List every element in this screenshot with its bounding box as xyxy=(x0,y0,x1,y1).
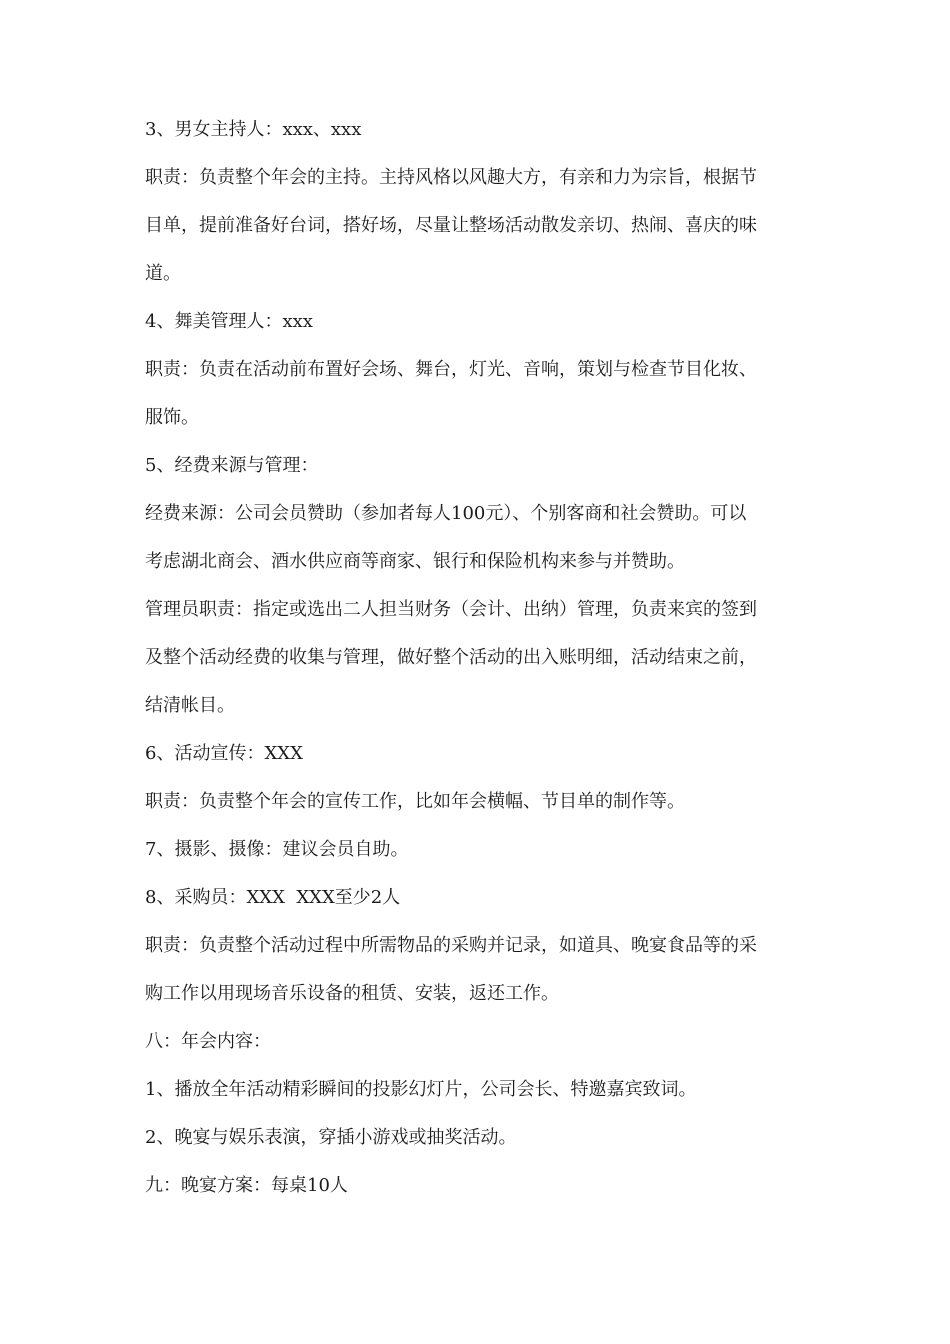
heading-publicity: 6、活动宣传：XXX xyxy=(145,743,303,764)
heading-funding: 5、经费来源与管理： xyxy=(145,455,319,476)
paragraph-line: 目单，提前准备好台词，搭好场，尽量让整场活动散发亲切、热闹、喜庆的味 xyxy=(145,215,757,236)
list-item: 1、播放全年活动精彩瞬间的投影幻灯片，公司会长、特邀嘉宾致词。 xyxy=(145,1079,697,1100)
paragraph-line: 职责：负责整个年会的宣传工作，比如年会横幅、节目单的制作等。 xyxy=(145,791,685,812)
paragraph-line: 购工作以用现场音乐设备的租赁、安装，返还工作。 xyxy=(145,983,559,1004)
paragraph-line: 经费来源：公司会员赞助（参加者每人100元）、个别客商和社会赞助。可以 xyxy=(145,503,747,524)
section-heading-content: 八：年会内容： xyxy=(145,1031,271,1052)
heading-hosts: 3、男女主持人：xxx、xxx xyxy=(145,119,362,140)
list-item: 2、晚宴与娱乐表演，穿插小游戏或抽奖活动。 xyxy=(145,1127,517,1148)
section-heading-banquet: 九：晚宴方案：每桌10人 xyxy=(145,1175,348,1196)
heading-stage-manager: 4、舞美管理人：xxx xyxy=(145,311,313,332)
heading-photography: 7、摄影、摄像：建议会员自助。 xyxy=(145,839,409,860)
paragraph-line: 服饰。 xyxy=(145,407,199,428)
paragraph-line: 管理员职责：指定或选出二人担当财务（会计、出纳）管理，负责来宾的签到 xyxy=(145,599,757,620)
paragraph-line: 职责：负责整个年会的主持。主持风格以风趣大方，有亲和力为宗旨，根据节 xyxy=(145,167,757,188)
heading-purchasing: 8、采购员：XXX XXX至少2人 xyxy=(145,887,401,908)
paragraph-line: 职责：负责整个活动过程中所需物品的采购并记录，如道具、晚宴食品等的采 xyxy=(145,935,757,956)
paragraph-line: 道。 xyxy=(145,263,181,284)
paragraph-line: 考虑湖北商会、酒水供应商等商家、银行和保险机构来参与并赞助。 xyxy=(145,551,685,572)
paragraph-line: 及整个活动经费的收集与管理，做好整个活动的出入账明细，活动结束之前， xyxy=(145,647,757,668)
paragraph-line: 结清帐目。 xyxy=(145,695,235,716)
paragraph-line: 职责：负责在活动前布置好会场、舞台，灯光、音响，策划与检查节目化妆、 xyxy=(145,359,757,380)
